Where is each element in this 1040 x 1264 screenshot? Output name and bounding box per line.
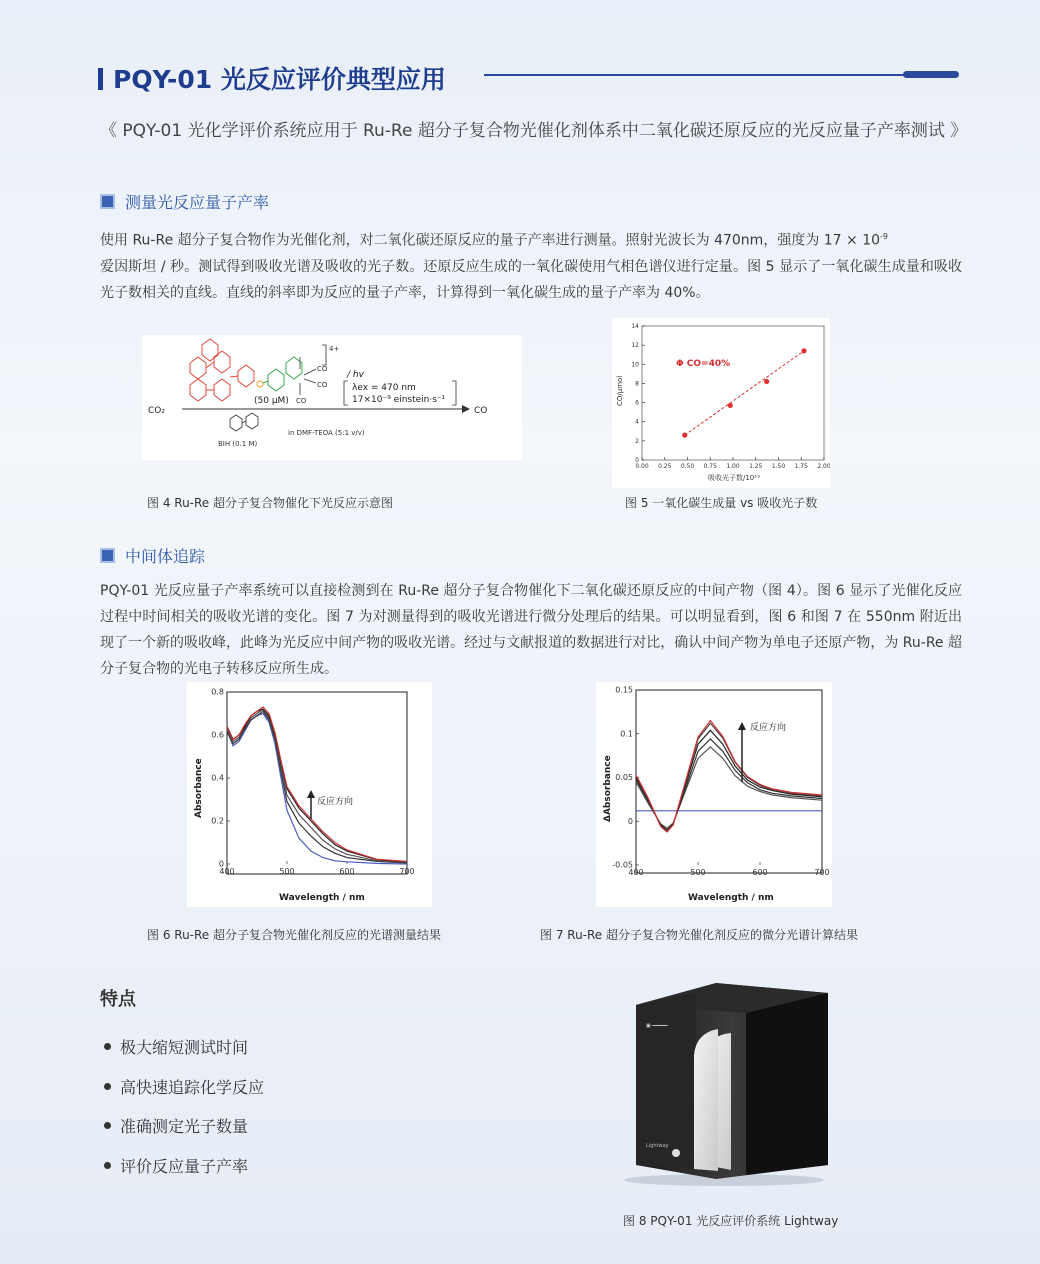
paragraph-quantum-yield bbox=[100, 224, 962, 306]
y-tick-label: 6 bbox=[635, 399, 639, 407]
feature-text: 准确测定光子数量 bbox=[120, 1117, 249, 1136]
differential-line bbox=[636, 739, 822, 830]
co-label: CO bbox=[474, 406, 488, 416]
y-tick-label: 10 bbox=[631, 361, 639, 369]
section-square-icon bbox=[100, 194, 115, 209]
section-heading-text: 中间体追踪 bbox=[125, 547, 206, 566]
y-tick-label: 0.1 bbox=[620, 729, 633, 739]
data-point bbox=[764, 379, 769, 384]
front-panel-light bbox=[694, 1029, 718, 1171]
x-tick-label: 0.25 bbox=[658, 463, 672, 470]
y-axis-label: ΔAbsorbance bbox=[603, 755, 613, 822]
x-tick-label: 1.25 bbox=[749, 463, 763, 470]
y-axis-label: Absorbance bbox=[194, 758, 204, 818]
y-tick-label: 0.15 bbox=[615, 685, 633, 695]
title-bar bbox=[98, 68, 103, 90]
y-axis-label: CO/μmol bbox=[616, 375, 624, 406]
y-tick-label: 0.05 bbox=[615, 773, 633, 783]
features-heading: 特点 bbox=[100, 989, 136, 1010]
x-tick-label: 400 bbox=[219, 867, 235, 876]
para-exponent: -9 bbox=[880, 232, 889, 241]
excitation-wavelength: λex = 470 nm bbox=[352, 383, 416, 393]
y-tick-label: 0.6 bbox=[211, 730, 224, 740]
x-tick-label: 600 bbox=[752, 868, 768, 877]
figure-4-caption: 图 4 Ru-Re 超分子复合物催化下光反应示意图 bbox=[147, 496, 393, 510]
figure-7-chart bbox=[596, 682, 832, 907]
x-axis-label: Wavelength / nm bbox=[279, 893, 365, 903]
reaction-scheme-svg bbox=[142, 335, 522, 460]
section-heading-text: 测量光反应量子产率 bbox=[125, 193, 270, 212]
differential-line bbox=[636, 730, 822, 831]
bullet-icon bbox=[104, 1122, 111, 1129]
brand-logo: ▣ ━━━━━ bbox=[646, 1023, 668, 1029]
spectrum-line bbox=[227, 711, 407, 863]
bih-structure bbox=[230, 413, 258, 431]
co-vs-photons-chart bbox=[612, 318, 830, 488]
para-text-a: 使用 Ru-Re 超分子复合物作为光催化剂，对二氧化碳还原反应的量子产率进行测量。照射光波长为 470nm，强度为 17 × 10 bbox=[100, 232, 881, 249]
instrument-side bbox=[746, 993, 828, 1175]
x-tick-label: 500 bbox=[279, 867, 295, 876]
instrument-illustration bbox=[606, 975, 838, 1190]
figure-4-scheme bbox=[142, 335, 522, 460]
y-tick-label: 2 bbox=[635, 437, 639, 445]
feature-item bbox=[104, 1035, 248, 1058]
solvent-label: in DMF-TEOA (5:1 v/v) bbox=[288, 429, 365, 437]
bullet-icon bbox=[104, 1162, 111, 1169]
y-tick-label: 0.2 bbox=[211, 816, 224, 826]
x-tick-label: 1.50 bbox=[771, 463, 786, 470]
plot-frame bbox=[642, 326, 824, 460]
reaction-direction-label: 反应方向 bbox=[317, 797, 354, 807]
y-tick-label: 0.8 bbox=[211, 687, 224, 697]
spectrum-line bbox=[227, 707, 407, 861]
hv-label: / hv bbox=[347, 370, 364, 380]
section-square-icon bbox=[100, 548, 115, 563]
title-rule-accent bbox=[903, 71, 959, 78]
x-tick-label: 1.75 bbox=[794, 463, 808, 470]
y-tick-label: 14 bbox=[631, 323, 639, 330]
figure-5-caption: 图 5 一氧化碳生成量 vs 吸收光子数 bbox=[625, 496, 818, 510]
figure-6-caption: 图 6 Ru-Re 超分子复合物光催化剂反应的光谱测量结果 bbox=[147, 928, 441, 942]
co-ligand-label: CO bbox=[296, 397, 307, 405]
re-complex-structure bbox=[263, 357, 302, 391]
bih-label: BIH (0.1 M) bbox=[218, 440, 258, 448]
x-tick-label: 600 bbox=[339, 867, 355, 876]
y-tick-label: -0.05 bbox=[612, 860, 633, 870]
x-tick-label: 400 bbox=[628, 868, 644, 877]
data-point bbox=[728, 403, 733, 408]
y-tick-label: 8 bbox=[635, 380, 639, 388]
paragraph-intermediate: PQY-01 光反应量子产率系统可以直接检测到在 Ru-Re 超分子复合物催化下二氧化碳还原反应的中间产物（图 4）。图 6 显示了光催化反应过程中时间相关的吸收光谱的变化。图 7 为对测量得到的吸收光谱进行微分处理后的结果。可以明显看到，图 6 和图 7 在 550nm 附近出现了一个新的吸收峰，此峰为光反应中间产物的吸收光谱。经过与文献报道的数据进行对比，确认中间产物为单电子还原产物，为 Ru-Re 超分子复合物的光电子转移反应所生成。 bbox=[100, 583, 962, 677]
differential-spectra-chart bbox=[596, 682, 832, 907]
reaction-direction-arrowhead bbox=[738, 722, 746, 730]
feature-text: 高快速追踪化学反应 bbox=[120, 1078, 265, 1097]
y-tick-label: 0 bbox=[627, 816, 633, 826]
section-heading-intermediate bbox=[100, 544, 205, 567]
data-point bbox=[682, 433, 687, 438]
x-tick-label: 2.00 bbox=[817, 463, 830, 470]
section-heading-quantum-yield bbox=[100, 190, 269, 213]
title-text: PQY-01 光反应评价典型应用 bbox=[113, 65, 446, 94]
bullet-icon bbox=[104, 1043, 111, 1050]
co-ligand-label: CO bbox=[317, 365, 328, 373]
y-tick-label: 0 bbox=[218, 859, 224, 869]
differential-line bbox=[636, 723, 822, 832]
light-intensity: 17×10⁻⁹ einstein·s⁻¹ bbox=[352, 395, 446, 405]
x-tick-label: 500 bbox=[690, 868, 706, 877]
figure-8-instrument-photo bbox=[606, 975, 838, 1190]
x-tick-label: 1.00 bbox=[726, 463, 740, 470]
co-ligand-label: CO bbox=[317, 381, 328, 389]
document-subtitle: 《 PQY-01 光化学评价系统应用于 Ru-Re 超分子复合物光催化剂体系中二氧化碳还原反应的光反应量子产率测试 》 bbox=[100, 121, 968, 141]
model-label: Lightway bbox=[646, 1143, 669, 1149]
data-point bbox=[801, 348, 806, 353]
reaction-direction-label: 反应方向 bbox=[750, 723, 787, 733]
co2-label: CO₂ bbox=[148, 406, 165, 416]
charge-label: 4+ bbox=[329, 345, 340, 353]
differential-line bbox=[636, 721, 822, 832]
x-tick-label: 0.50 bbox=[680, 463, 695, 470]
differential-line bbox=[636, 747, 822, 828]
page-title bbox=[98, 60, 446, 96]
spectrum-line bbox=[227, 709, 407, 862]
figure-7-caption: 图 7 Ru-Re 超分子复合物光催化剂反应的微分光谱计算结果 bbox=[540, 928, 858, 942]
para-text-b: 爱因斯坦 / 秒。测试得到吸收光谱及吸收的光子数。还原反应生成的一氧化碳使用气相色谱仪进行定量。图 5 显示了一氧化碳生成量和吸收光子数相关的直线。直线的斜率即为反应的量子产率，计算得到一氧化碳生成的量子产率为 40%。 bbox=[100, 258, 962, 301]
absorbance-spectra-chart bbox=[187, 682, 432, 907]
plot-frame bbox=[636, 690, 822, 873]
x-tick-label: 700 bbox=[399, 867, 415, 876]
reaction-direction-arrowhead bbox=[307, 790, 315, 798]
spectrum-line bbox=[227, 709, 407, 862]
y-tick-label: 0 bbox=[635, 457, 639, 464]
power-button bbox=[672, 1149, 680, 1157]
title-rule bbox=[484, 74, 958, 76]
figure-8-caption: 图 8 PQY-01 光反应评价系统 Lightway bbox=[623, 1214, 839, 1228]
plot-frame bbox=[227, 692, 407, 874]
feature-text: 极大缩短测试时间 bbox=[120, 1038, 249, 1057]
y-tick-label: 12 bbox=[631, 342, 639, 350]
y-tick-label: 4 bbox=[635, 418, 639, 426]
feature-item bbox=[104, 1114, 248, 1137]
x-axis-label: 吸收光子数/10¹⁹ bbox=[708, 474, 760, 482]
x-axis-label: Wavelength / nm bbox=[688, 893, 774, 903]
x-tick-label: 700 bbox=[814, 868, 830, 877]
bullet-icon bbox=[104, 1083, 111, 1090]
feature-item bbox=[104, 1075, 264, 1098]
concentration-label: (50 μM) bbox=[254, 396, 289, 406]
figure-5-chart bbox=[612, 318, 830, 488]
ru-complex-structure bbox=[190, 339, 263, 401]
quantum-yield-annotation: Φ CO=40% bbox=[676, 359, 731, 369]
x-tick-label: 0.75 bbox=[703, 463, 717, 470]
feature-item bbox=[104, 1154, 248, 1177]
reaction-arrowhead bbox=[462, 405, 470, 413]
figure-6-chart bbox=[187, 682, 432, 907]
x-tick-label: 0.00 bbox=[635, 463, 649, 470]
feature-text: 评价反应量子产率 bbox=[120, 1157, 249, 1176]
y-tick-label: 0.4 bbox=[211, 773, 224, 783]
